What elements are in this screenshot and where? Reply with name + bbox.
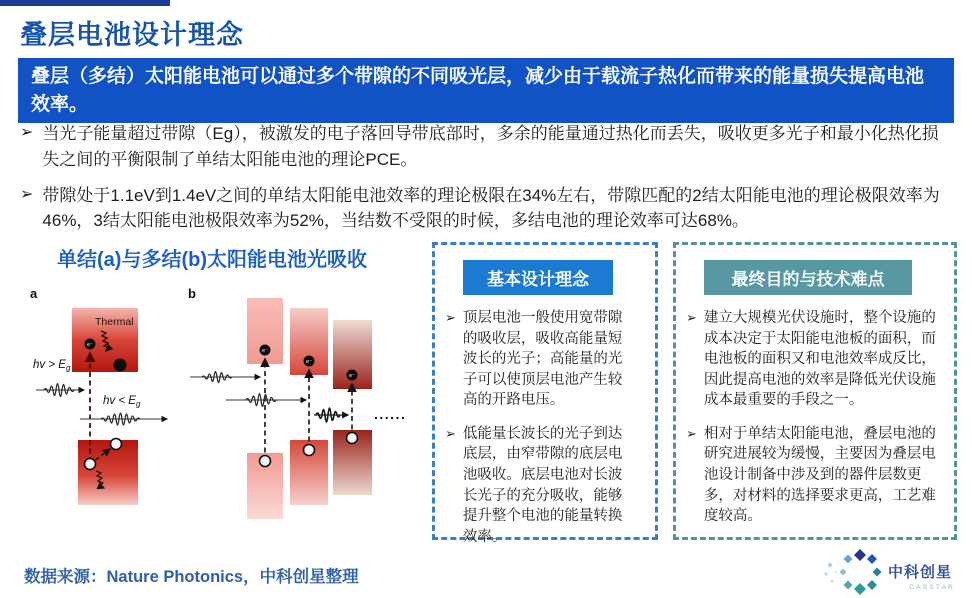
- goal-difficulty-heading: 最终目的与技术难点: [704, 260, 912, 295]
- bullet-item: [20, 121, 954, 173]
- hv-gt-eg-prefix: hv > E: [33, 359, 66, 371]
- arrow-bullet-icon: ➢: [445, 425, 456, 441]
- box-bullet-item: [676, 308, 954, 411]
- electron-label: e⁻: [262, 348, 268, 355]
- electron-label: e⁻: [306, 359, 312, 366]
- box-bullet-item: [435, 308, 655, 411]
- arrow-bullet-icon: ➢: [445, 310, 456, 325]
- hole-dot: [111, 439, 122, 450]
- thermal-label: Thermal: [95, 316, 134, 328]
- relaxed-electron-dot: [114, 359, 127, 372]
- arrow-bullet-icon: ➢: [20, 185, 34, 203]
- hole-dot: [304, 445, 315, 456]
- box-bullet-text: 建立大规模光伏设施时，整个设施的成本决定于太阳能电池板的面积，而电池板的面积又和电池效率成反比，因此提高电池的效率是降低光伏设施成本最重要的手段之一。: [703, 310, 936, 409]
- goal-difficulty-box: [673, 242, 957, 540]
- hv-lt-eg-sub: g: [135, 399, 141, 409]
- band-diagram-figure: [22, 282, 432, 562]
- page-title: 叠层电池设计理念: [20, 20, 244, 50]
- hole-dot: [347, 433, 358, 444]
- summary-banner: 叠层（多结）太阳能电池可以通过多个带隙的不同吸光层，减少由于载流子热化而带来的能量损失提高电池效率。: [18, 58, 954, 123]
- arrow-bullet-icon: ➢: [686, 310, 697, 325]
- photon-wavepacket-b3: [316, 408, 340, 422]
- box-bullet-text: 相对于单结太阳能电池，叠层电池的研究进展较为缓慢，主要因为叠层电池设计制备中涉及到的器件层数更多，对材料的选择要求更高，工艺难度较高。: [703, 425, 936, 525]
- hv-gt-eg-label: [33, 359, 71, 373]
- bullet-text: 带隙处于1.1eV到1.4eV之间的单结太阳能电池效率的理论极限在34%左右，带隙匹配的2结太阳能电池的理论极限效率为46%，3结太阳能电池极限效率为52%，当结数不受限的时候，多结电池的理论效率可达68%。: [42, 185, 940, 231]
- electron-label: e⁻: [87, 342, 93, 349]
- panel-b-label: b: [188, 286, 196, 301]
- casstar-logo-text: 中科创星: [888, 564, 953, 581]
- hv-lt-eg-label: [103, 395, 141, 409]
- ellipsis-dots: ......: [374, 406, 407, 422]
- casstar-logo: [812, 548, 964, 596]
- electron-label: e⁻: [349, 373, 355, 380]
- box-bullet-text: 低能量长波长的光子到达底层，由窄带隙的底层电池吸收。底层电池对长波长光子的充分吸收，能够提升整个电池的能量转换效率。: [462, 425, 623, 545]
- box-bullet-item: [435, 424, 655, 547]
- bullet-text: 当光子能量超过带隙（Eg），被激发的电子落回导带底部时，多余的能量通过热化而丢失，吸收更多光子和最小化热化损失之间的平衡限制了单结太阳能电池的理论PCE。: [42, 124, 939, 169]
- top-accent-strip: [0, 0, 170, 6]
- main-bullet-list: [20, 121, 954, 244]
- arrow-bullet-icon: ➢: [686, 425, 697, 441]
- data-source-note: 数据来源：Nature Photonics，中科创星整理: [24, 568, 359, 586]
- hole-dot: [260, 456, 271, 467]
- figure-title: 单结(a)与多结(b)太阳能电池光吸收: [57, 249, 367, 271]
- bullet-item: [20, 183, 954, 235]
- design-concept-heading: 基本设计理念: [463, 260, 613, 295]
- design-concept-box: [432, 242, 658, 545]
- hv-lt-eg-prefix: hv < E: [103, 395, 136, 407]
- hv-gt-eg-sub: g: [65, 363, 71, 373]
- casstar-logo-mark: [824, 549, 882, 595]
- arrow-bullet-icon: ➢: [20, 124, 34, 141]
- hole-dot: [85, 459, 96, 470]
- panel-a-label: a: [30, 286, 38, 301]
- casstar-logo-subtext: CASSTAR: [909, 584, 955, 591]
- box-bullet-text: 顶层电池一般使用宽带隙的吸收层，吸收高能量短波长的光子；高能量的光子可以使顶层电池产生较高的开路电压。: [462, 310, 623, 409]
- box-bullet-item: [676, 424, 954, 527]
